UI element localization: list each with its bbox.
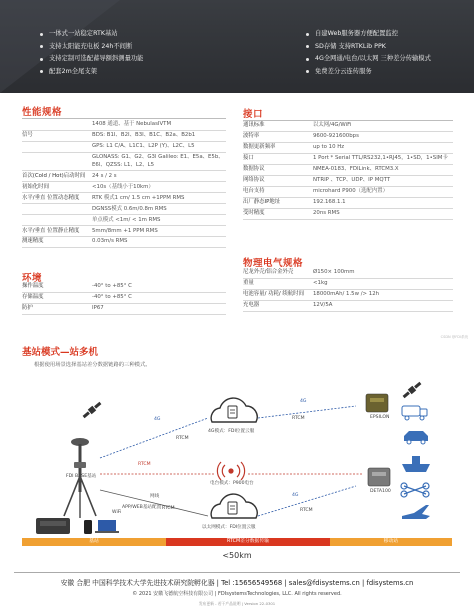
spec-key: 受时精度 [243,209,265,216]
ship-icon [402,456,430,472]
spec-value: 18000mAh/ 1.5w /> 12h [313,291,380,298]
feature-item: 自建Web服务器方便配置监控 [306,28,431,41]
spec-key: 水平/垂直 位置动态精度 [22,194,80,201]
label-rtcm-bottom-right: RTCM [300,508,313,513]
perf-rule [22,118,226,119]
env-title: 环境 [22,273,43,284]
car-icon [404,431,428,444]
spec-key: 接口 [243,155,254,162]
spec-value: IP67 [92,305,104,312]
spec-row [243,132,453,143]
spec-row [22,204,226,215]
footer-note: 发布更新 - 若干产品说明 | Version 22-0301 [198,601,276,606]
hero-features-right [306,28,431,78]
spec-row [243,154,453,165]
spec-row [243,209,453,220]
spec-row [22,293,226,304]
label-deta: DETA100 [370,489,391,494]
spec-key [22,206,92,214]
bar-rover: 移动站 [330,538,452,546]
iface-title: 接口 [243,109,264,120]
feature-item: 免费差分云连传服务 [306,66,431,79]
spec-key: 测速精度 [22,238,44,245]
spec-row [243,279,453,290]
cloud-server-icon-top [211,398,257,422]
spec-row [243,165,453,176]
spec-key: 操作温度 [22,283,44,290]
cloud-server-icon-bottom [211,494,257,518]
spec-key: 初始化时间 [22,183,49,190]
label-rtcm-top-left: RTCM [176,436,189,441]
spec-row [243,187,453,198]
bar-base: 基站 [22,538,166,546]
spec-value: 1 Port * Serial TTL/RS232,1•RJ45，1•SD，1•SIM卡 [313,155,448,162]
spec-key: 电台支持 [243,188,265,194]
feature-item: 4G全网通/电台/以太网 三种差分传输模式 [306,53,431,66]
feature-item: 支持定制可选配蓄导额斜测量功能 [40,53,143,66]
epsilon-receiver-icon [366,394,388,412]
satellite-icon [82,401,103,420]
spec-key: 网络协议 [243,177,265,184]
feature-item: 一体式一站稳定RTK基站 [40,28,143,41]
spec-row [22,226,226,237]
label-radio: 电台模式：P900电台 [210,481,254,486]
feature-item: 支持太阳能充电板 24h不间断 [40,41,143,54]
link-4g-left [100,418,208,458]
spec-value: GPS: L1 C/A、L1C1、L2P (Y)、L2C、L5 [92,143,195,150]
spec-key: 数据更新频率 [243,144,276,151]
label-ethernet: 网线 [150,494,160,499]
watermark: CSDN @FDI系统 [440,335,468,339]
diagram-subtitle: 根据使用场景选择基站差分数据链路的三种模式。 [34,362,151,368]
spec-key: 电池容量/ 功耗/ 续航时间 [243,291,304,298]
label-rtcm-mid: RTCM [138,462,151,467]
spec-row [22,120,226,131]
spec-value: Ø150× 100mm [313,269,355,276]
aircraft-icon [402,505,430,519]
label-4g-right: 4G [300,399,307,404]
spec-key: 数据协议 [243,166,265,173]
spec-key: 首次(Cold / Hot)启动时间 [22,172,86,179]
spec-row [243,176,453,187]
spec-value: -40° to +85° C [92,294,132,301]
spec-row [243,198,453,209]
spec-value: <1kg [313,280,328,287]
spec-row [22,304,226,315]
spec-key: 通讯标准 [243,122,265,129]
spec-key: 波特率 [243,133,260,140]
spec-row [22,215,226,226]
spec-value: DGNSS模式 0.6m/0.8m RMS [92,205,167,212]
spec-row [243,268,453,279]
spec-key [22,217,92,225]
spec-row [22,153,226,172]
spec-row [22,282,226,293]
spec-value: -40° to +85° C [92,283,132,290]
spec-row [22,237,226,248]
base-case-icon [36,518,70,534]
spec-value: 5mm/8mm +1 PPM RMS [92,227,158,234]
spec-row [243,301,453,312]
spec-value: BDS: B1I、B2I、B3I、B1C、B2a、B2b1 [92,132,196,139]
spec-value: up to 10 Hz [313,144,345,151]
label-epsilon: EPSILON [370,415,390,420]
feature-item: 配套2m全尾支架 [40,66,143,79]
spec-row [22,131,226,142]
spec-key [22,154,92,169]
spec-row [22,193,226,204]
bar-rtcm: RTCM差分数据传输 [166,538,330,546]
spec-key: 防护 [22,305,33,312]
label-cloud-bottom: 以太网模式：FDI位置云服 [202,525,256,530]
distance-label: <50km [222,551,252,560]
hero-banner [0,0,474,93]
spec-row [22,171,226,182]
feature-item: SD存储 支持RTKLib PPK [306,41,431,54]
label-cloud-top: 4G模式：FDI位置云服 [208,429,255,434]
spec-value: microhard P900（选配内置） [313,188,388,194]
spec-value: 12V/5A [313,302,333,309]
base-station-diagram [0,336,474,586]
phys-title: 物理电气规格 [243,258,304,269]
spec-key: 存储温度 [22,294,44,301]
label-rtcm-bottom-left: RTCM [162,506,175,511]
spec-value: 0.03m/s RMS [92,238,128,245]
radio-wave-icon [217,462,244,480]
truck-icon [402,406,427,420]
spec-value: NTRIP 、TCP、UDP、IP MQTT [313,177,391,184]
phys-table [243,268,453,312]
spec-value: 20ns RMS [313,209,340,216]
spec-key: 水平/垂直 位置静止精度 [22,227,80,234]
spec-value: NMEA-0183、FDILink、RTCM3.X [313,166,399,173]
label-rtcm-top-right: RTCM [292,416,305,421]
spec-value: 24 s / 2 s [92,172,117,179]
spec-key: 出厂静态IP地址 [243,198,281,205]
spec-value: 以太网/4G/WiFi [313,122,352,129]
perf-table [22,120,226,248]
spec-row [22,182,226,193]
spec-row [243,290,453,301]
spec-key: 重量 [243,280,254,287]
label-wifi: WiFi [112,510,122,515]
spec-row [22,142,226,153]
diagram-title: 基站模式—站多机 [22,347,99,358]
spec-value: 1408 通道、基于 NebulasIVTM [92,121,172,128]
spec-value: RTK 模式1 cm/ 1.5 cm +1PPM RMS [92,194,185,201]
env-table [22,282,226,315]
spec-row [243,143,453,154]
footer-copyright: © 2021 安徽飞德航空科技有限公司 | FDIsystemsTechnologies, LLC. All rights reserved. [132,591,342,597]
label-base: FDI BASE基站 [66,474,97,479]
spec-key [22,143,92,151]
link-4g-right [258,406,356,418]
spec-value: GLONASS: G1、G2、G3l Galileo: E1、E5a、E5b、E6l、QZSS: L1、L2、L5 [92,154,224,168]
spec-value: <10s（基线小于10km） [92,183,154,190]
spec-key: 充电器 [243,302,260,309]
label-app: APP/WEB基站配置 [122,505,162,510]
spec-key: 信号 [22,132,33,139]
hero-features-left [40,28,143,78]
spec-row [243,121,453,132]
laptop-icon [95,520,119,533]
deta-receiver-icon [368,468,390,486]
footer-rule [14,572,460,573]
satellite-icon [402,381,423,400]
diagram-graphic [0,366,474,566]
label-4g-bottom: 4G [292,493,299,498]
spec-value: 9600-921600bps [313,133,359,140]
phone-icon [84,520,92,534]
drone-icon [401,483,429,497]
spec-key: 尼龙外壳/铝合金外壳 [243,269,294,276]
spec-value: 192.168.1.1 [313,198,346,205]
label-4g-left: 4G [154,417,161,422]
perf-title: 性能规格 [22,107,63,118]
spec-value: 单点模式 <1m/ < 1m RMS [92,216,161,223]
footer-contact: 安徽 合肥 中国科学技术大学先进技术研究院孵化器 | Tel :15656549568 | sales@fdisystems.cn | fdisystems.cn [60,579,414,587]
spec-key [22,121,92,129]
iface-table [243,121,453,220]
